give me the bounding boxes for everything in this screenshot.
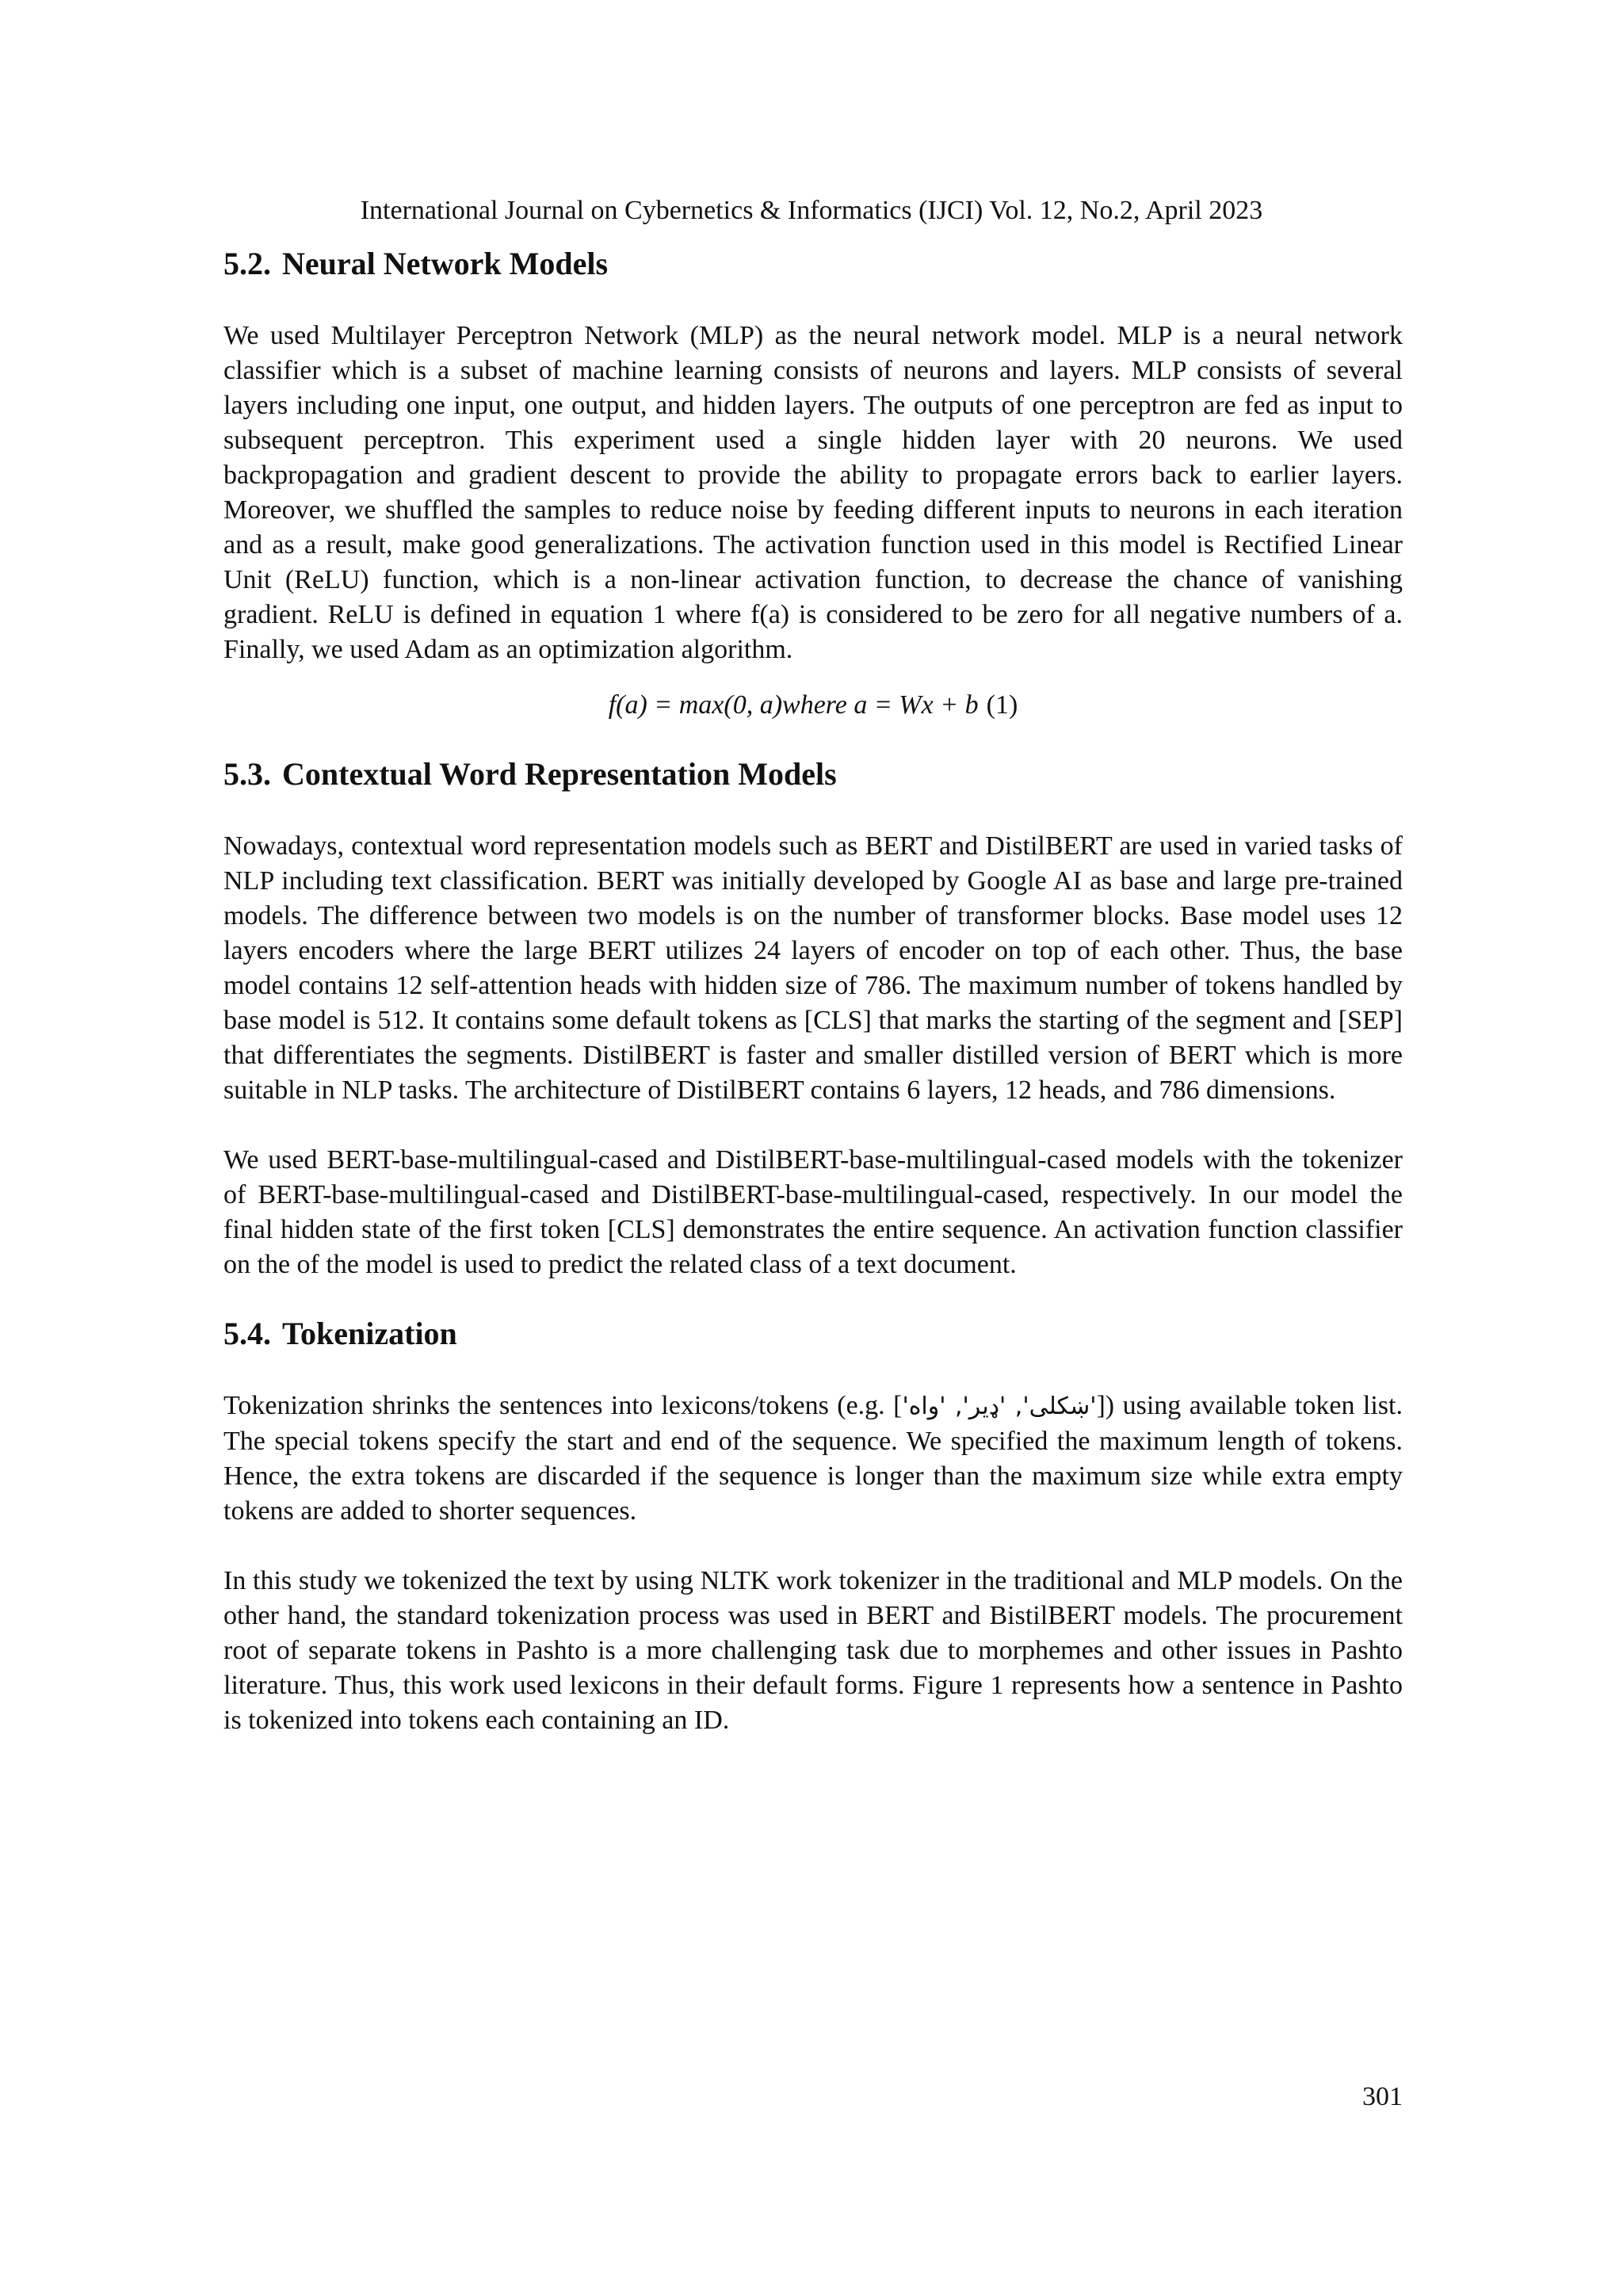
section-number: 5.3.	[223, 756, 271, 792]
pashto-token-example: 'ښکلی', 'ډیر', 'واه'	[902, 1392, 1097, 1420]
running-header: International Journal on Cybernetics & Informatics (IJCI) Vol. 12, No.2, April 2023	[360, 196, 1263, 225]
equation-expression: f(a) = max(0, a)where a = Wx + b	[608, 690, 979, 720]
paragraph-tokenization	[223, 1389, 1403, 1529]
equation-relu	[223, 688, 1403, 723]
paragraph-bert: Nowadays, contextual word representation models such as BERT and DistilBERT are used in varied tasks of NLP including text classification. BERT was initially developed by Google AI as base and large pre-trained models. The difference between two models is on the number of transformer blocks. Base model uses 12 layers encoders where the large BERT utilizes 24 layers of encoder on top of each other. Thus, the base model contains 12 self-attention heads with hidden size of 786. The maximum number of tokens handled by base model is 512. It contains some default tokens as [CLS] that marks the starting of the segment and [SEP] that differentiates the segments. DistilBERT is faster and smaller distilled version of BERT which is more suitable in NLP tasks. The architecture of DistilBERT contains 6 layers, 12 heads, and 786 dimensions.	[223, 831, 1403, 1105]
paragraph-multilingual-models: We used BERT-base-multilingual-cased and DistilBERT-base-multilingual-cased models with the tokenizer of BERT-base-multilingual-cased and DistilBERT-base-multilingual-cased, respectively. In our model the final hidden state of the first token [CLS] demonstrates the entire sequence. An activation function classifier on the of the model is used to predict the related class of a text document.	[223, 1145, 1403, 1279]
section-title: Neural Network Models	[282, 246, 609, 281]
tokenization-text-start: Tokenization shrinks the sentences into lexicons/tokens (e.g. [	[223, 1391, 903, 1420]
section-heading-5-2	[223, 243, 1403, 285]
section-title: Contextual Word Representation Models	[282, 756, 837, 792]
tokenization-text-end: ]) using available token list. The special tokens specify the start and end of the sequence. We specified the maximum length of tokens. Hence, the extra tokens are discarded if the sequence is longer than the maximum size while extra empty tokens are added to shorter sequences.	[223, 1391, 1403, 1526]
paragraph-tokenization-study: In this study we tokenized the text by using NLTK work tokenizer in the traditional and MLP models. On the other hand, the standard tokenization process was used in BERT and BistilBERT models. The procurement root of separate tokens in Pashto is a more challenging task due to morphemes and other issues in Pashto literature. Thus, this work used lexicons in their default forms. Figure 1 represents how a sentence in Pashto is tokenized into tokens each containing an ID.	[223, 1566, 1403, 1735]
equation-number: (1)	[986, 690, 1018, 720]
section-title: Tokenization	[282, 1316, 457, 1351]
page-number: 301	[1362, 2082, 1403, 2111]
section-number: 5.4.	[223, 1316, 271, 1351]
page-content	[223, 243, 1403, 1738]
section-heading-5-3	[223, 753, 1403, 796]
section-number: 5.2.	[223, 246, 271, 281]
section-heading-5-4	[223, 1312, 1403, 1355]
paragraph-mlp: We used Multilayer Perceptron Network (MLP) as the neural network model. MLP is a neural network classifier which is a subset of machine learning consists of neurons and layers. MLP consists of several layers including one input, one output, and hidden layers. The outputs of one perceptron are fed as input to subsequent perceptron. This experiment used a single hidden layer with 20 neurons. We used backpropagation and gradient descent to provide the ability to propagate errors back to earlier layers. Moreover, we shuffled the samples to reduce noise by feeding different inputs to neurons in each iteration and as a result, make good generalizations. The activation function used in this model is Rectified Linear Unit (ReLU) function, which is a non-linear activation function, to decrease the chance of vanishing gradient. ReLU is defined in equation 1 where f(a) is considered to be zero for all negative numbers of a. Finally, we used Adam as an optimization algorithm.	[223, 321, 1403, 664]
